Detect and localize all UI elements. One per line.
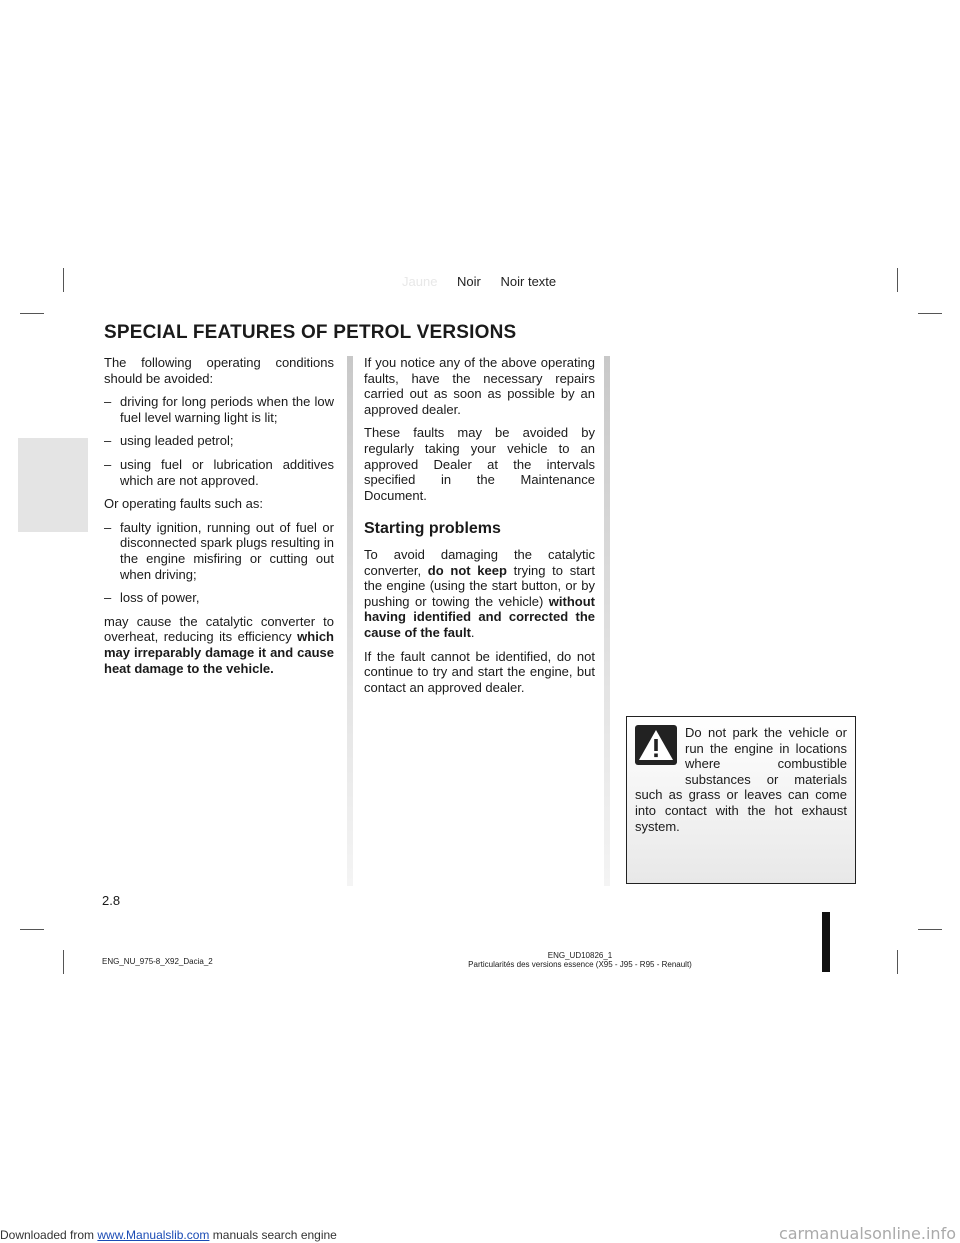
footer-section-ref: ENG_UD10826_1 Particularités des versions essence (X95 - J95 - R95 - Renault) <box>468 951 692 969</box>
list-item: – faulty ignition, running out of fuel or disconnected spark plugs resulting in the engine misfiring or cutting out when driving; <box>104 519 334 582</box>
maintenance-paragraph: These faults may be avoided by regularly taking your vehicle to an approved Dealer at the intervals specified in the Maintenance Document. <box>364 425 595 503</box>
crop-mark <box>897 950 898 974</box>
contact-dealer-paragraph: If the fault cannot be identified, do not continue to try and start the engine, but contact an approved dealer. <box>364 648 595 695</box>
color-separation-bar <box>402 274 572 289</box>
repairs-paragraph: If you notice any of the above operating faults, have the necessary repairs carried out as soon as possible by an approved dealer. <box>364 355 595 417</box>
column-divider <box>347 356 353 886</box>
crop-mark <box>63 268 64 292</box>
column-middle <box>364 355 595 703</box>
intro-paragraph: The following operating conditions should be avoided: <box>104 355 334 386</box>
list-item: – loss of power, <box>104 590 200 606</box>
warning-text: Do not park the vehicle or run the engine in locations where combustible substances or materials such as grass or leaves can come into contact with the hot exhaust system. <box>635 725 847 834</box>
starting-paragraph: To avoid damaging the catalytic converter, do not keep trying to start the engine (using the start button, or by pushing or towing the vehicle) without having identified and corrected the cause of the fault. <box>364 546 595 640</box>
list-item: – driving for long periods when the low fuel level warning light is lit; <box>104 394 334 425</box>
section-heading-starting-problems: Starting problems <box>364 520 501 538</box>
faults-intro: Or operating faults such as: <box>104 496 263 512</box>
list-item: – using fuel or lubrication additives which are not approved. <box>104 456 334 488</box>
crop-mark <box>63 950 64 974</box>
watermark: carmanualsonline.info <box>778 1224 956 1243</box>
list-item: – using leaded petrol; <box>104 433 234 449</box>
color-jaune: Jaune <box>402 274 438 289</box>
footer-doc-ref: ENG_NU_975-8_X92_Dacia_2 <box>102 957 213 966</box>
download-banner: Downloaded from www.Manualslib.com manuals search engine <box>0 1228 337 1242</box>
manualslib-link[interactable]: www.Manualslib.com <box>97 1228 210 1242</box>
crop-mark <box>897 268 898 292</box>
warning-triangle-icon <box>635 725 677 765</box>
column-divider <box>604 356 610 886</box>
color-noir: Noir <box>457 274 481 289</box>
chapter-side-tab <box>18 438 88 532</box>
column-left <box>104 355 334 684</box>
page-title: SPECIAL FEATURES OF PETROL VERSIONS <box>104 322 517 343</box>
crop-mark <box>20 929 44 930</box>
page-number: 2.8 <box>102 893 121 908</box>
crop-mark <box>918 929 942 930</box>
warning-box <box>626 716 856 884</box>
conclusion-paragraph: may cause the catalytic converter to overheat, reducing its efficiency which may irreparably damage it and cause heat damage to the vehicle. <box>104 613 334 676</box>
color-noir-texte: Noir texte <box>500 274 557 289</box>
crop-mark <box>20 313 44 314</box>
thumb-index-bar <box>822 912 830 972</box>
crop-mark <box>918 313 942 314</box>
